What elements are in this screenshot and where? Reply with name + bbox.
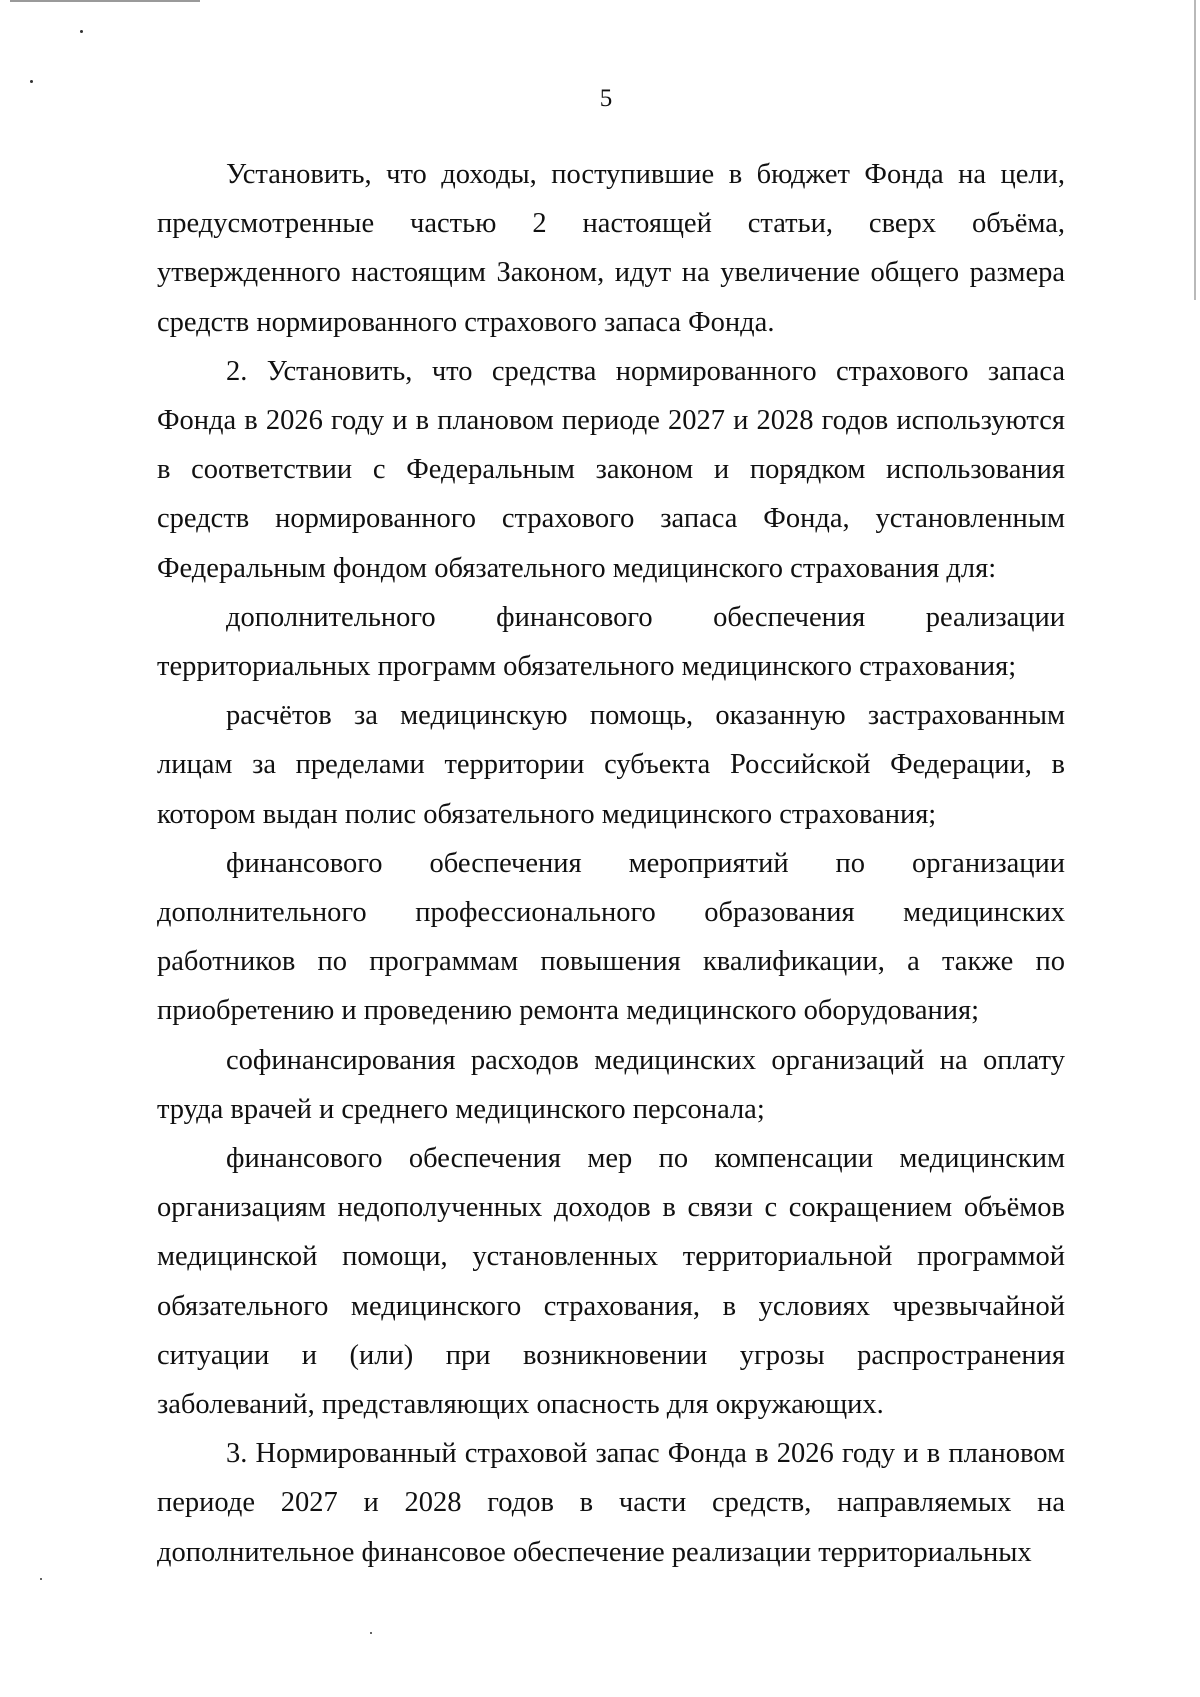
- document-body: [157, 150, 1065, 1577]
- scan-speck: [370, 1632, 372, 1634]
- scan-speck: [80, 30, 83, 33]
- paragraph-list-item: финансового обеспечения мер по компенсации медицинским организациям недополученных доходов в связи с сокращением объёмов медицинской помощи, установленных территориальной программой обязательного медицинского страхования, в условиях чрезвычайной ситуации и (или) при возникновении угрозы распространения заболеваний, представляющих опасность для окружающих.: [157, 1143, 1065, 1421]
- paragraph-income: Установить, что доходы, поступившие в бюджет Фонда на цели, предусмотренные частью 2 настоящей статьи, сверх объёма, утвержденного настоящим Законом, идут на увеличение общего размера средств нормированного страхового запаса Фонда.: [157, 159, 1065, 338]
- page-number: 5: [599, 85, 613, 112]
- paragraph-2-usage: 2. Установить, что средства нормированного страхового запаса Фонда в 2026 году и в плановом периоде 2027 и 2028 годов используются в соответствии с Федеральным законом и порядком использования средств нормированного страхового запаса Фонда, установленным Федеральным фондом обязательного медицинского страхования для:: [157, 355, 1065, 584]
- scan-speck: [40, 1578, 42, 1580]
- scan-edge-right: [1194, 0, 1196, 300]
- paragraph-list-item: дополнительного финансового обеспечения реализации территориальных программ обязательного медицинского страхования;: [157, 601, 1065, 683]
- paragraph-list-item: финансового обеспечения мероприятий по организации дополнительного профессионального образования медицинских работников по программам повышения квалификации, а также по приобретению и проведению ремонта медицинского оборудования;: [157, 847, 1065, 1027]
- scan-edge-top: [10, 0, 200, 2]
- scan-speck: [30, 80, 33, 83]
- paragraph-list-item: расчётов за медицинскую помощь, оказанную застрахованным лицам за пределами территории субъекта Российской Федерации, в котором выдан полис обязательного медицинского страхования;: [157, 700, 1065, 830]
- paragraph-3-reserve: 3. Нормированный страховой запас Фонда в 2026 году и в плановом периоде 2027 и 2028 годов в части средств, направляемых на дополнительное финансовое обеспечение реализации территориальных: [157, 1438, 1065, 1568]
- paragraph-list-item: софинансирования расходов медицинских организаций на оплату труда врачей и среднего медицинского персонала;: [157, 1044, 1065, 1125]
